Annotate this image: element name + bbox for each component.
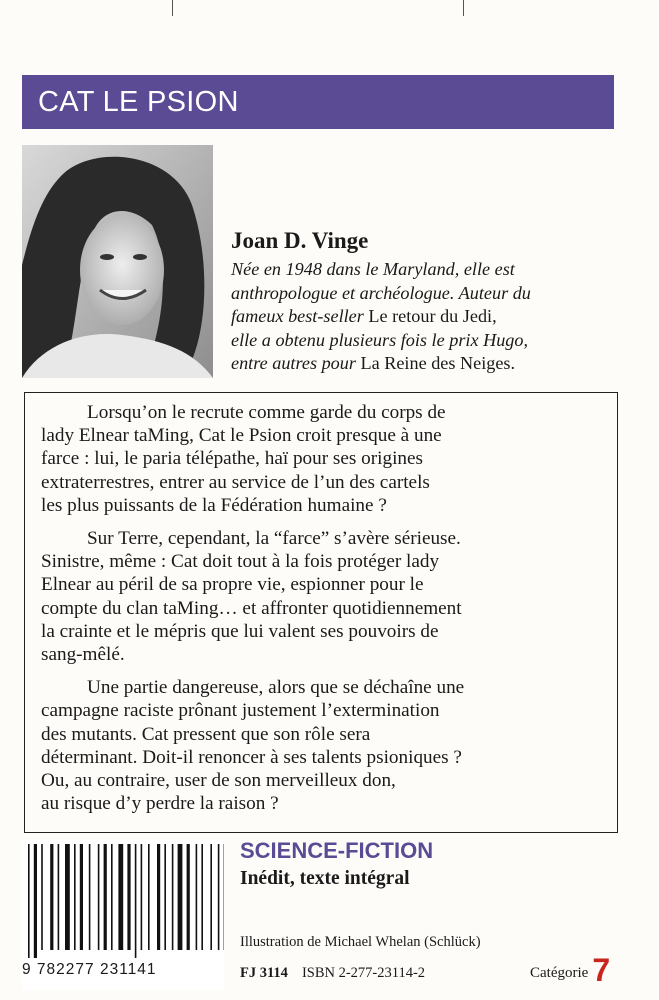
blurb-line: compte du clan taMing… et affronter quotidiennement <box>41 597 462 619</box>
genre-label: SCIENCE-FICTION <box>240 838 434 863</box>
barcode-bar <box>89 844 91 950</box>
category-label: Catégorie <box>530 965 589 981</box>
bio-line <box>231 258 623 282</box>
barcode-bar <box>141 844 143 950</box>
author-name: Joan D. Vinge <box>231 228 369 253</box>
barcode-bar <box>34 844 37 958</box>
blurb-line: les plus puissants de la Fédération humaine ? <box>41 494 387 516</box>
category <box>530 952 610 989</box>
blurb-line: déterminant. Doit-il renoncer à ses talents psioniques ? <box>41 746 462 768</box>
barcode <box>22 840 224 990</box>
bio-text: Née en 1948 dans le Maryland, elle est <box>231 259 515 279</box>
book-reference: Le retour du Jedi, <box>368 306 497 326</box>
bio-text: entre autres pour <box>231 353 361 373</box>
blurb-line: au risque d’y perdre la raison ? <box>41 793 279 815</box>
bio-text: anthropologue et archéologue. Auteur du <box>231 282 531 303</box>
barcode-bars <box>22 840 224 960</box>
barcode-bar <box>74 844 76 950</box>
blurb-paragraph <box>41 527 603 666</box>
barcode-bar <box>164 844 166 950</box>
barcode-bar <box>196 844 198 950</box>
title-band <box>22 75 614 129</box>
crop-mark-right <box>463 0 464 16</box>
bio-line <box>231 282 623 306</box>
blurb-line: Lorsqu’on le recrute comme garde du corps de <box>87 402 446 423</box>
blurb-line: des mutants. Cat pressent que son rôle sera <box>41 723 371 745</box>
barcode-bar <box>98 844 100 950</box>
author-photo <box>22 145 213 378</box>
fj-code: FJ 3114 <box>240 965 288 981</box>
blurb-line: Ou, au contraire, user de son merveilleux don, <box>41 770 396 792</box>
illustration-credit: Illustration de Michael Whelan (Schlück) <box>240 934 481 950</box>
blurb-line: la crainte et le mépris que lui valent ses pouvoirs de <box>41 620 439 642</box>
barcode-bar <box>127 844 130 950</box>
barcode-bar <box>178 844 183 950</box>
barcode-bar <box>157 844 160 950</box>
barcode-bar <box>210 844 212 950</box>
blurb-line: farce : lui, le paria télépathe, haï pour ses origines <box>41 448 423 470</box>
barcode-bar <box>65 844 70 950</box>
author-bio <box>231 258 623 376</box>
barcode-bar <box>187 844 190 950</box>
bio-text: fameux best-seller <box>231 306 369 326</box>
barcode-bar <box>104 844 107 950</box>
isbn: ISBN 2-277-23114-2 <box>301 965 426 981</box>
blurb-line: sang-mêlé. <box>41 644 125 666</box>
blurb-line: Elnear au péril de sa propre vie, espionner pour le <box>41 574 424 596</box>
blurb-line: extraterrestres, entrer au service de l’un des cartels <box>41 471 430 493</box>
back-cover-blurb <box>24 392 618 833</box>
blurb-paragraph <box>41 676 603 815</box>
barcode-bar <box>111 844 113 950</box>
book-title: CAT LE PSION <box>38 85 239 118</box>
barcode-bar <box>80 844 83 950</box>
portrait-image <box>22 145 213 378</box>
blurb-line: Une partie dangereuse, alors que se déchaîne une <box>87 677 465 699</box>
barcode-bar <box>118 844 123 950</box>
book-reference: La Reine des Neiges. <box>360 353 516 373</box>
barcode-bar <box>135 844 137 958</box>
barcode-digits: 9 782277 231141 <box>22 961 157 978</box>
bio-line <box>231 352 623 376</box>
bio-line <box>231 329 623 353</box>
blurb-line: Sinistre, même : Cat doit tout à la fois protéger lady <box>41 551 440 573</box>
bottom-codes <box>240 965 425 982</box>
category-number: 7 <box>592 952 611 988</box>
barcode-bar <box>218 844 220 950</box>
blurb-line: lady Elnear taMing, Cat le Psion croit presque à une <box>41 425 442 447</box>
barcode-bar <box>148 844 150 950</box>
barcode-bar <box>28 844 30 958</box>
barcode-bar <box>172 844 174 950</box>
blurb-paragraph <box>41 401 603 517</box>
barcode-bar <box>58 844 60 950</box>
barcode-bar <box>41 844 43 950</box>
bio-line <box>231 305 623 329</box>
crop-mark-left <box>172 0 173 16</box>
barcode-bar <box>50 844 53 950</box>
blurb-line: Sur Terre, cependant, la “farce” s’avère sérieuse. <box>87 528 461 550</box>
edition-label: Inédit, texte intégral <box>240 868 410 889</box>
bio-text: elle a obtenu plusieurs fois le prix Hugo, <box>231 329 529 350</box>
blurb-line: campagne raciste prônant justement l’extermination <box>41 700 440 722</box>
barcode-bar <box>201 844 203 950</box>
